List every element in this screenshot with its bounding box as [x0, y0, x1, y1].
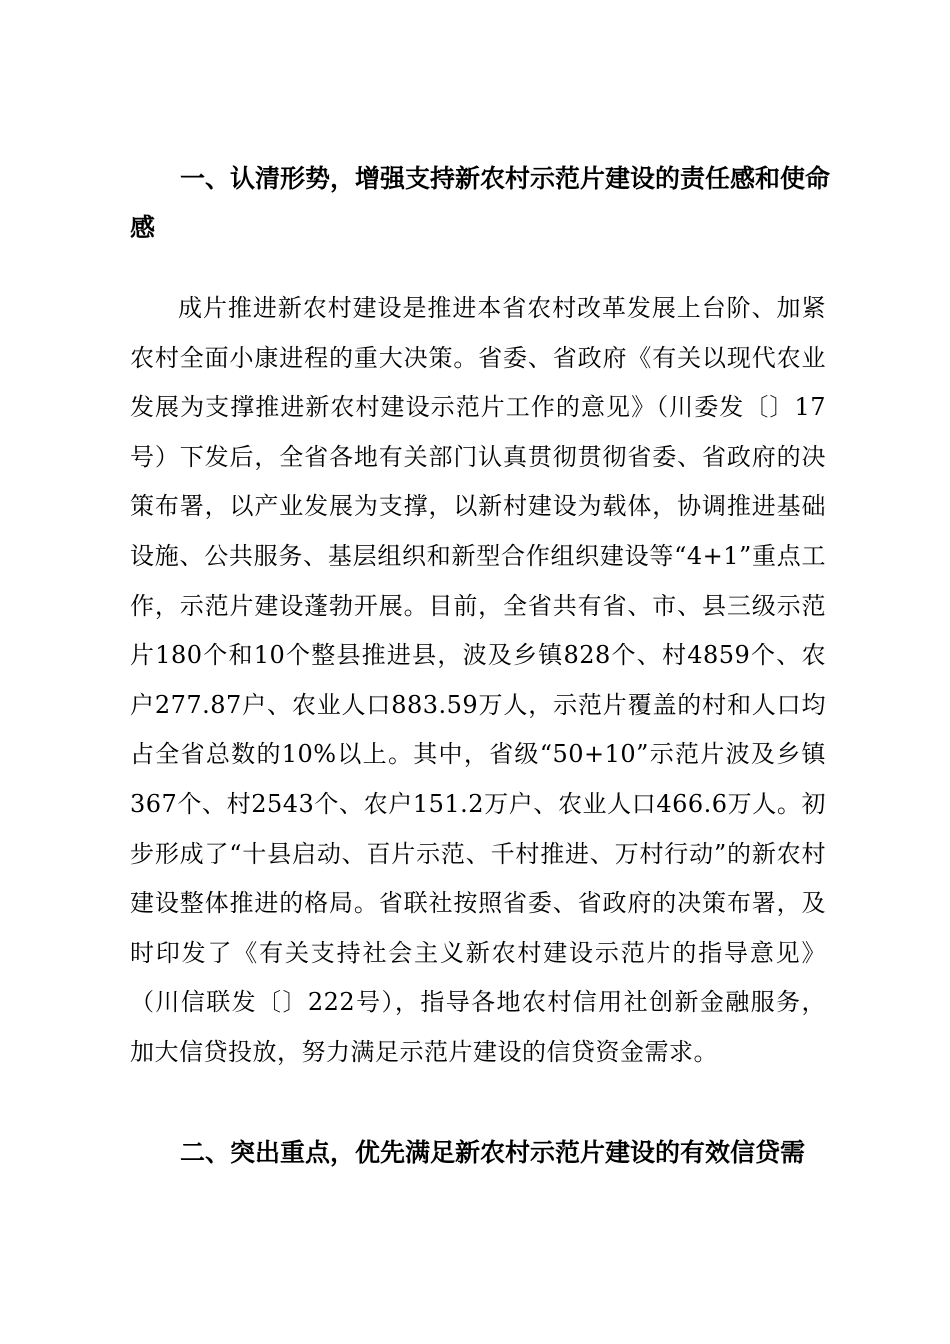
section-heading-2: 二、突出重点，优先满足新农村示范片建设的有效信贷需: [180, 1138, 806, 1167]
body-paragraph: 成片推进新农村建设是推进本省农村改革发展上台阶、加紧农村全面小康进程的重大决策。省委、省政府《有关以现代农业发展为支撑推进新农村建设示范片工作的意见》（川委发〔〕17号）下发后，全省各地有关部门认真贯彻贯彻省委、省政府的决策布署，以产业发展为支撑，以新村建设为载体，协调推进基础设施、公共服务、基层组织和新型合作组织建设等“4+1”重点工作，示范片建设蓬勃开展。目前，全省共有省、市、县三级示范片180个和10个整县推进县，波及乡镇828个、村4859个、农户277.87户、农业人口883.59万人，示范片覆盖的村和人口均占全省总数的10%以上。其中，省级“50+10”示范片波及乡镇367个、村2543个、农户151.2万户、农业人口466.6万人。初步形成了“十县启动、百片示范、千村推进、万村行动”的新农村建设整体推进的格局。省联社按照省委、省政府的决策布署，及时印发了《有关支持社会主义新农村建设示范片的指导意见》（川信联发〔〕222号），指导各地农村信用社创新金融服务，加大信贷投放，努力满足示范片建设的信贷资金需求。: [130, 294, 826, 1066]
section-heading-1: 一、认清形势，增强支持新农村示范片建设的责任感和使命感: [130, 164, 831, 242]
